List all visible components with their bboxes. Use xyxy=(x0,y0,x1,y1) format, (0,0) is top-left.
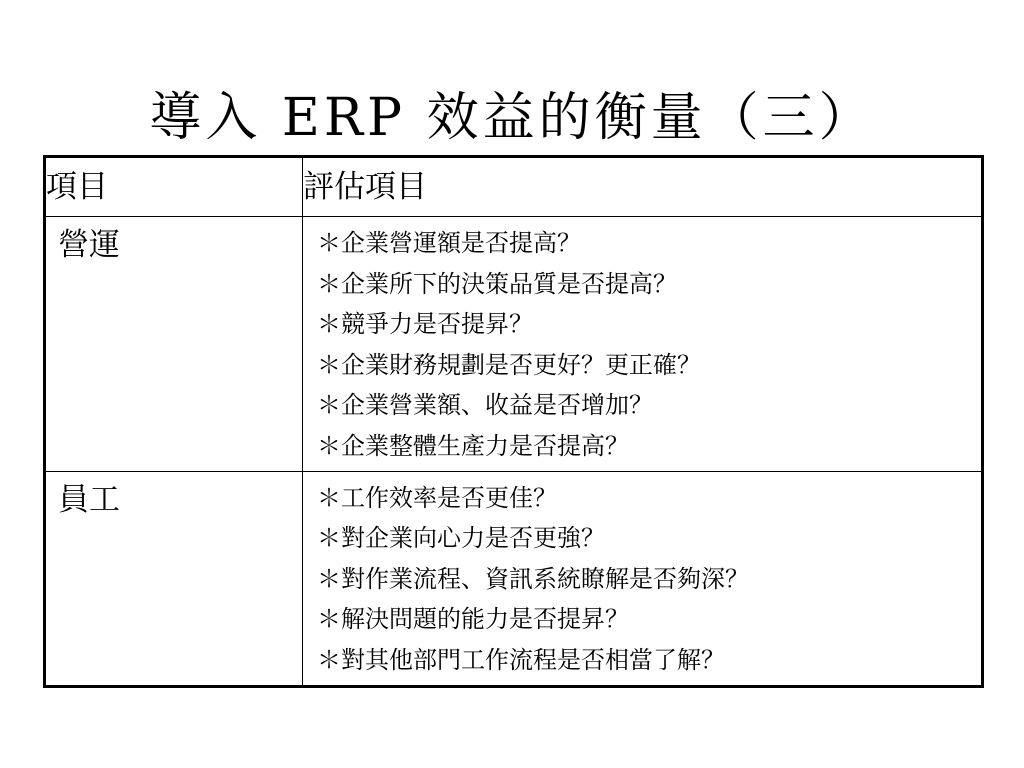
criteria-item: ＊解決問題的能力是否提昇？ xyxy=(317,605,629,634)
criteria-list xyxy=(317,478,981,681)
category-cell: 員工 xyxy=(45,471,303,686)
slide-title: 導入 ERP 效益的衡量（三） xyxy=(149,88,875,148)
criteria-list xyxy=(317,223,981,467)
table-row-operations xyxy=(45,217,983,472)
criteria-item: ＊工作效率是否更佳？ xyxy=(317,483,557,512)
criteria-item: ＊對企業向心力是否更強？ xyxy=(317,524,605,553)
evaluation-table xyxy=(43,155,984,688)
criteria-item: ＊對作業流程、資訊系統瞭解是否夠深？ xyxy=(317,564,749,593)
criteria-item: ＊企業整體生產力是否提高？ xyxy=(317,431,629,460)
criteria-cell xyxy=(303,471,983,686)
criteria-item: ＊競爭力是否提昇？ xyxy=(317,310,533,339)
criteria-item: ＊對其他部門工作流程是否相當了解？ xyxy=(317,645,725,674)
criteria-item: ＊企業營運額是否提高？ xyxy=(317,229,581,257)
table-row-employees xyxy=(45,471,983,686)
criteria-item: ＊企業營業額、收益是否增加？ xyxy=(317,391,653,420)
criteria-cell xyxy=(303,217,983,472)
column-header-item: 項目 xyxy=(45,157,303,217)
column-header-criteria: 評估項目 xyxy=(303,157,983,217)
criteria-item: ＊企業所下的決策品質是否提高？ xyxy=(317,269,677,298)
category-cell: 營運 xyxy=(45,217,303,472)
table-header-row xyxy=(45,157,983,217)
criteria-item: ＊企業財務規劃是否更好？更正確？ xyxy=(317,350,701,379)
